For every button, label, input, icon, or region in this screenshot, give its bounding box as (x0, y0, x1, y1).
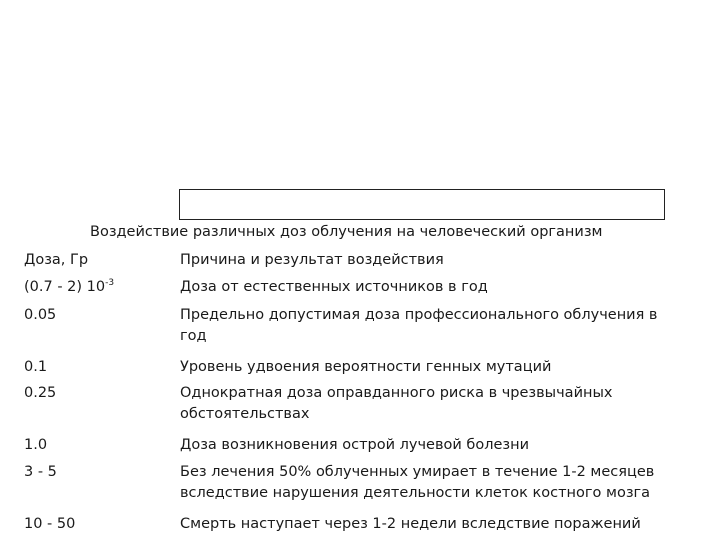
dose-exponent: -3 (105, 278, 115, 288)
header-effect: Причина и результат воздействия (180, 252, 444, 268)
table-caption: Воздействие различных доз облучения на человеческий организм (90, 224, 603, 240)
row-effect: Предельно допустимая доза профессионального облучения в год (180, 307, 658, 344)
row-dose: 3 - 5 (24, 464, 57, 480)
row-dose-natural (24, 277, 114, 298)
empty-frame-box (179, 189, 665, 220)
row-dose: 0.05 (24, 307, 57, 323)
header-dose: Доза, Гр (24, 252, 89, 268)
row-effect: Без лечения 50% облученных умирает в течение 1-2 месяцев вследствие нарушения деятельности клеток костного мозга (180, 464, 655, 501)
row-effect: Уровень удвоения вероятности генных мутаций (180, 359, 552, 375)
row-effect: Однократная доза оправданного риска в чрезвычайных обстоятельствах (180, 385, 613, 422)
row-dose: 10 - 50 (24, 516, 76, 532)
row-effect-natural: Доза от естественных источников в год (180, 279, 488, 295)
dose-base: (0.7 - 2) 10 (24, 279, 106, 295)
row-dose: 0.25 (24, 385, 57, 401)
row-dose: 0.1 (24, 359, 48, 375)
row-effect: Доза возникновения острой лучевой болезни (180, 437, 530, 453)
row-dose: 1.0 (24, 437, 48, 453)
row-effect: Смерть наступает через 1-2 недели вследствие поражений (180, 516, 641, 532)
